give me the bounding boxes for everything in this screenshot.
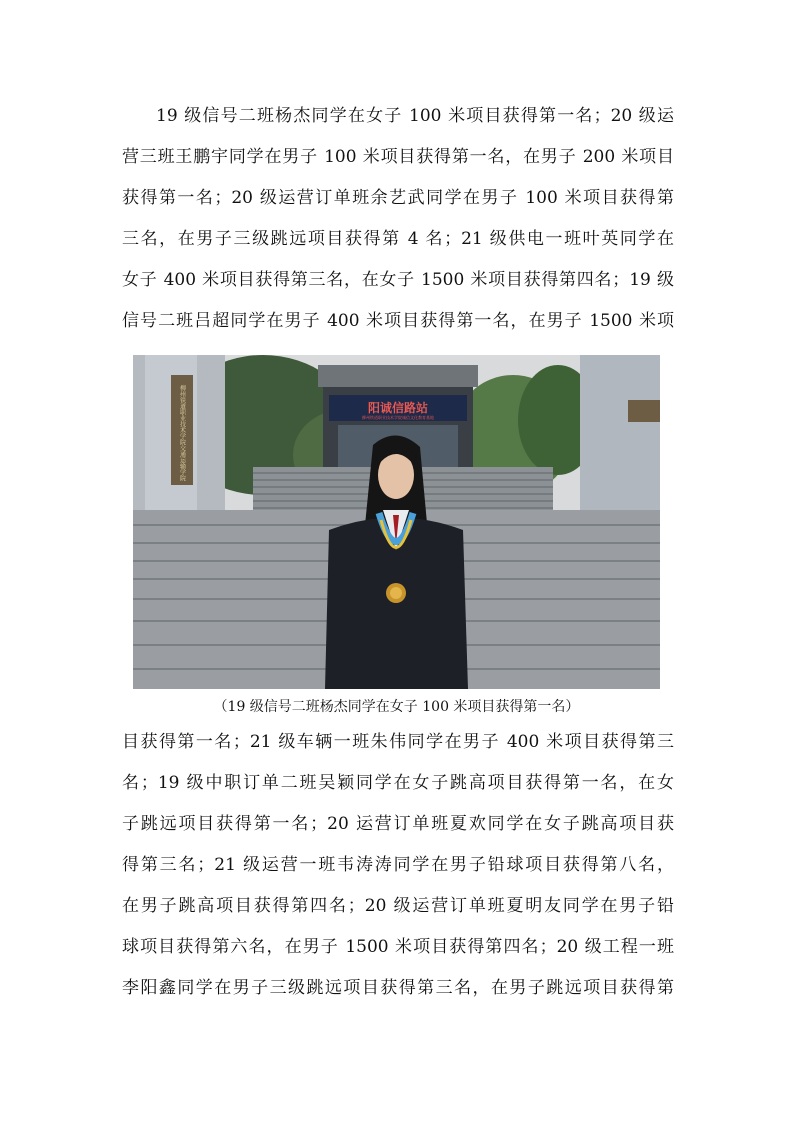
paragraph-line: 在男子跳高项目获得第四名；20 级运营订单班夏明友同学在男子铅 [122, 896, 674, 916]
paragraph-line: 女子 400 米项目获得第三名，在女子 1500 米项目获得第四名；19 级 [122, 270, 674, 290]
paragraph-2 [122, 722, 674, 1009]
left-plaque-text: 柳州铁道职业技术学院交通运输学院 [178, 385, 186, 481]
station-sign: 阳诚信路站 [367, 401, 429, 415]
right-plaque [628, 400, 660, 422]
paragraph-line: 信号二班吕超同学在男子 400 米项目获得第一名，在男子 1500 米项 [122, 311, 674, 331]
paragraph-line: 球项目获得第六名，在男子 1500 米项目获得第四名；20 级工程一班 [122, 937, 674, 957]
paragraph-line: 19 级信号二班杨杰同学在女子 100 米项目获得第一名；20 级运 [156, 106, 674, 126]
paragraph-line: 子跳远项目获得第一名；20 运营订单班夏欢同学在女子跳高项目获 [122, 814, 674, 834]
paragraph-line: 获得第一名；20 级运营订单班余艺武同学在男子 100 米项目获得第 [122, 188, 674, 208]
photo-scene [133, 355, 660, 689]
paragraph-line: 三名，在男子三级跳远项目获得第 4 名；21 级供电一班叶英同学在 [122, 229, 674, 249]
paragraph-line: 得第三名；21 级运营一班韦涛涛同学在男子铅球项目获得第八名， [122, 855, 674, 875]
paragraph-line: 名；19 级中职订单二班吴颖同学在女子跳高项目获得第一名，在女 [122, 773, 674, 793]
photo-caption: （19 级信号二班杨杰同学在女子 100 米项目获得第一名） [213, 699, 580, 715]
paragraph-line: 李阳鑫同学在男子三级跳远项目获得第三名，在男子跳远项目获得第 [122, 978, 674, 998]
award-photo [133, 355, 660, 689]
paragraph-line: 目获得第一名；21 级车辆一班朱伟同学在男子 400 米项目获得第三 [122, 732, 674, 752]
paragraph-line: 营三班王鹏宇同学在男子 100 米项目获得第一名，在男子 200 米项目 [122, 147, 674, 167]
station-subtitle: 柳州铁道职业技术学院诚信文化教育基地 [362, 415, 434, 420]
paragraph-1 [122, 96, 674, 342]
